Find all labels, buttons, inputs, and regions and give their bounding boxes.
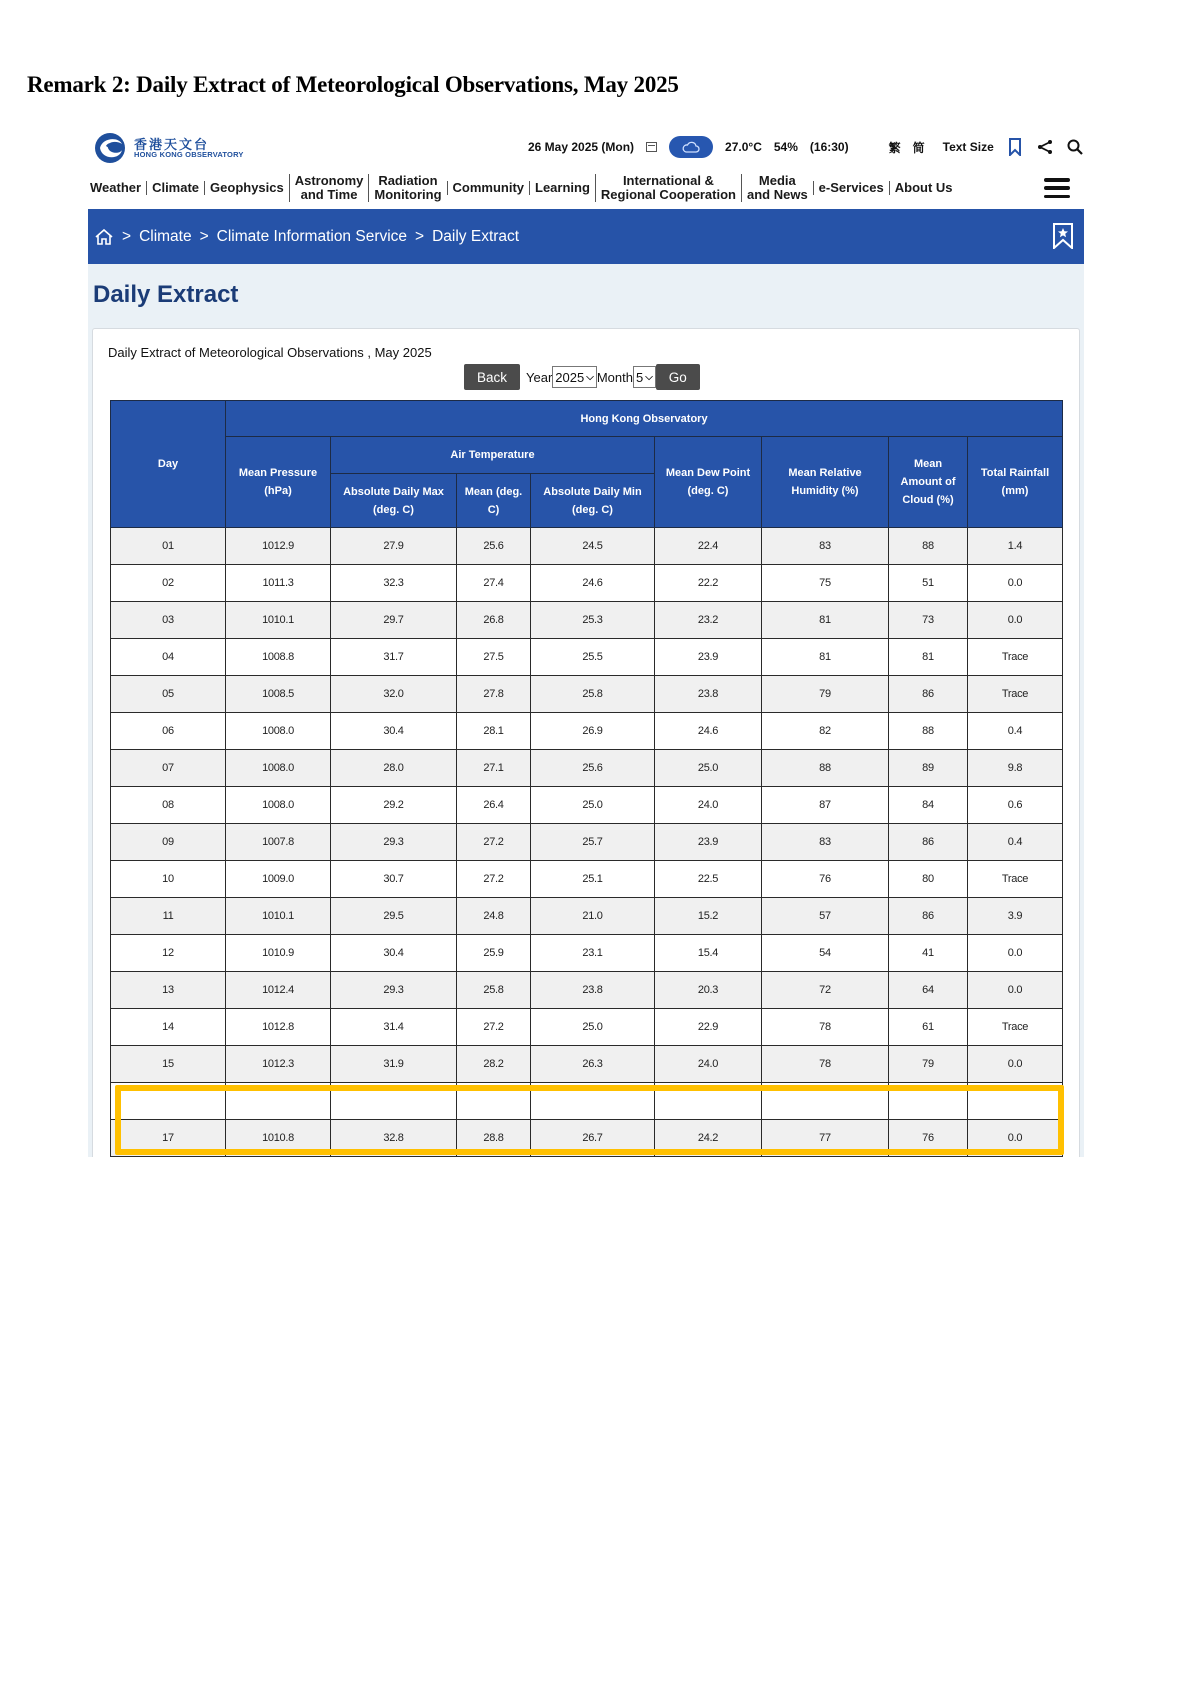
cell-humidity: 78 [762,1046,889,1083]
cell-mean-pressure: 1008.0 [226,713,331,750]
cell-rainfall: 9.8 [968,750,1063,787]
header-cloud: Mean Amount of Cloud (%) [889,437,968,528]
text-size-button[interactable]: Text Size [942,140,994,154]
cell-abs-min: 25.5 [531,639,655,676]
table-row [111,787,1063,824]
page-title: Daily Extract [93,281,239,308]
cell-dew-point: 22.9 [655,1009,762,1046]
cell-rainfall: 0.0 [968,1046,1063,1083]
cell-day: 01 [111,528,226,565]
table-row [111,750,1063,787]
cell-day: 07 [111,750,226,787]
cell-mean-pressure: 1012.3 [226,1046,331,1083]
cell-dew-point: 24.6 [655,713,762,750]
cell-mean-pressure: 1010.1 [226,898,331,935]
cell-mean-temp: 25.6 [457,528,531,565]
cell-abs-min: 25.1 [531,861,655,898]
cloud-icon [682,141,700,153]
cell-humidity: 54 [762,935,889,972]
cell-cloud: 61 [889,1009,968,1046]
cell-abs-max: 31.4 [331,1009,457,1046]
cell-cloud: 86 [889,824,968,861]
cell-humidity: 88 [762,750,889,787]
header-abs-max: Absolute Daily Max (deg. C) [331,474,457,528]
table-row [111,565,1063,602]
cell-humidity: 77 [762,1120,889,1157]
cell-mean-pressure: 1008.8 [226,639,331,676]
cell-humidity: 87 [762,787,889,824]
cell-abs-max: 29.2 [331,787,457,824]
cell-abs-max: 30.4 [331,935,457,972]
cell-mean-pressure: 1010.9 [226,935,331,972]
cell-abs-max [331,1157,457,1158]
month-select-value: 5 [635,369,644,385]
cell-dew-point: 23.2 [655,602,762,639]
cell-cloud [889,1083,968,1120]
table-row [111,1120,1063,1157]
cell-cloud: 88 [889,713,968,750]
cell-rainfall: 0.0 [968,602,1063,639]
hko-logo[interactable] [92,132,244,164]
cell-cloud [889,1157,968,1158]
hko-logo-icon [92,132,130,164]
table-body [111,528,1063,1158]
cell-rainfall: 0.0 [968,1120,1063,1157]
cell-abs-max [331,1083,457,1120]
cell-mean-temp: 28.8 [457,1120,531,1157]
cell-rainfall: Trace [968,676,1063,713]
home-icon[interactable] [94,227,114,247]
cell-mean-pressure: 1007.8 [226,824,331,861]
cell-day: 02 [111,565,226,602]
cell-abs-max: 32.0 [331,676,457,713]
cell-abs-max: 31.7 [331,639,457,676]
cell-abs-max: 28.0 [331,750,457,787]
observations-table [110,400,1063,1157]
cell-rainfall: 1.4 [968,528,1063,565]
bookmark-icon[interactable] [1006,138,1024,156]
cell-day: 15 [111,1046,226,1083]
nav-weather[interactable]: Weather [90,180,142,195]
cell-day: 06 [111,713,226,750]
cell-abs-max: 30.7 [331,861,457,898]
breadcrumb-daily-extract[interactable]: Daily Extract [432,227,520,245]
cell-rainfall: 0.4 [968,824,1063,861]
table-row [111,935,1063,972]
cell-mean-pressure: 1008.0 [226,787,331,824]
breadcrumb [88,209,1084,264]
cell-cloud: 79 [889,1046,968,1083]
cell-dew-point: 24.0 [655,787,762,824]
current-date: 26 May 2025 (Mon) [528,140,635,154]
breadcrumb-climate[interactable]: Climate [139,227,192,245]
cell-abs-min: 25.6 [531,750,655,787]
table-row [111,676,1063,713]
cell-abs-max: 29.3 [331,972,457,1009]
year-label: Year [526,369,553,385]
cell-dew-point: 20.3 [655,972,762,1009]
cell-abs-min [531,1157,655,1158]
add-favourite-icon[interactable] [1052,223,1074,249]
cell-mean-pressure: 1008.0 [226,750,331,787]
cell-mean-temp: 28.2 [457,1046,531,1083]
cell-humidity: 57 [762,898,889,935]
cell-mean-temp: 28.1 [457,713,531,750]
chevron-down-icon: ⌵ [645,371,653,383]
cell-cloud: 64 [889,972,968,1009]
table-row [111,1157,1063,1158]
header-rainfall: Total Rainfall (mm) [968,437,1063,528]
cell-dew-point: 24.2 [655,1120,762,1157]
header-humidity: Mean Relative Humidity (%) [762,437,889,528]
cell-mean-temp: 25.8 [457,972,531,1009]
cell-dew-point: 22.2 [655,565,762,602]
cell-abs-min: 26.3 [531,1046,655,1083]
table-row [111,1046,1063,1083]
cell-abs-min: 24.6 [531,565,655,602]
cell-mean-temp: 26.8 [457,602,531,639]
calendar-icon[interactable] [646,142,657,152]
table-row [111,528,1063,565]
cell-rainfall: 3.9 [968,898,1063,935]
cell-day: 03 [111,602,226,639]
cell-mean-pressure: 1009.0 [226,861,331,898]
table-row [111,861,1063,898]
cell-day: 04 [111,639,226,676]
cell-day [111,1083,226,1120]
breadcrumb-separator: > [415,227,425,245]
cell-day: 14 [111,1009,226,1046]
cell-mean-temp: 27.5 [457,639,531,676]
current-humidity: 54% [773,140,798,154]
header-air-temperature: Air Temperature [331,437,655,474]
lang-simplified-link[interactable]: 简 [912,140,925,155]
cell-rainfall: 0.4 [968,713,1063,750]
cell-day: 17 [111,1120,226,1157]
nav-learning[interactable]: Learning [529,181,595,195]
cell-rainfall: 0.0 [968,565,1063,602]
cell-cloud: 51 [889,565,968,602]
cell-mean-pressure: 1010.1 [226,602,331,639]
cell-dew-point [655,1157,762,1158]
cell-mean-temp [457,1083,531,1120]
go-button[interactable]: Go [656,364,700,390]
cell-mean-temp: 26.4 [457,787,531,824]
cell-mean-temp: 27.2 [457,861,531,898]
cell-abs-min: 26.9 [531,713,655,750]
cell-dew-point: 23.8 [655,676,762,713]
cell-humidity [762,1157,889,1158]
header-abs-min: Absolute Daily Min (deg. C) [531,474,655,528]
table-row [111,639,1063,676]
nav-astronomy[interactable]: Astronomy and Time [289,174,369,202]
cell-mean-pressure: 1012.9 [226,528,331,565]
cell-abs-min: 23.1 [531,935,655,972]
cell-humidity: 81 [762,639,889,676]
nav-eservices[interactable]: e-Services [813,181,889,195]
table-row [111,898,1063,935]
cell-mean-pressure: 1008.5 [226,676,331,713]
cell-dew-point: 15.4 [655,935,762,972]
share-icon[interactable] [1036,138,1054,156]
cell-mean-pressure [226,1083,331,1120]
table-row [111,1083,1063,1120]
cell-abs-min: 23.8 [531,972,655,1009]
cell-cloud: 84 [889,787,968,824]
nav-media[interactable]: Media and News [741,174,813,202]
table-row [111,972,1063,1009]
cell-rainfall: 0.0 [968,935,1063,972]
month-label: Month [596,369,633,385]
cell-mean-temp: 27.4 [457,565,531,602]
header-station: Hong Kong Observatory [226,401,1063,437]
cell-day: 10 [111,861,226,898]
cell-abs-min: 25.8 [531,676,655,713]
observation-time: (16:30) [809,140,849,154]
cell-dew-point: 25.0 [655,750,762,787]
cell-mean-temp: 24.8 [457,898,531,935]
nav-about-us[interactable]: About Us [889,181,958,195]
cell-cloud: 86 [889,898,968,935]
cell-abs-min: 25.0 [531,1009,655,1046]
cell-dew-point: 15.2 [655,898,762,935]
table-row [111,1009,1063,1046]
header-dew-point: Mean Dew Point (deg. C) [655,437,762,528]
cell-mean-pressure: 1010.8 [226,1120,331,1157]
cell-abs-min: 25.3 [531,602,655,639]
cell-abs-max: 32.3 [331,565,457,602]
cell-abs-max: 32.8 [331,1120,457,1157]
lang-traditional-link[interactable]: 繁 [888,140,901,155]
cell-rainfall: Trace [968,861,1063,898]
cell-mean-pressure: 1012.8 [226,1009,331,1046]
year-select-value: 2025 [555,369,585,385]
cell-abs-min [531,1083,655,1120]
cell-humidity: 81 [762,602,889,639]
cell-humidity: 78 [762,1009,889,1046]
search-icon[interactable] [1066,138,1084,156]
cell-humidity: 76 [762,861,889,898]
cell-humidity: 79 [762,676,889,713]
cell-dew-point: 23.9 [655,639,762,676]
cell-day: 05 [111,676,226,713]
table-row [111,824,1063,861]
nav-international[interactable]: International & Regional Cooperation [595,174,741,202]
cell-abs-min: 21.0 [531,898,655,935]
cell-mean-temp: 27.2 [457,1009,531,1046]
cell-humidity: 82 [762,713,889,750]
cell-abs-max: 31.9 [331,1046,457,1083]
cell-abs-min: 25.0 [531,787,655,824]
weather-icon-button[interactable] [669,136,713,158]
nav-geophysics[interactable]: Geophysics [204,181,289,195]
cell-cloud: 86 [889,676,968,713]
cell-dew-point: 22.4 [655,528,762,565]
cell-abs-min: 24.5 [531,528,655,565]
cell-day: 11 [111,898,226,935]
cell-dew-point [655,1083,762,1120]
cell-abs-max: 30.4 [331,713,457,750]
hamburger-menu-icon[interactable] [1044,178,1070,198]
cell-cloud: 88 [889,528,968,565]
cell-humidity: 83 [762,528,889,565]
utility-bar [528,136,1084,158]
cell-abs-max: 29.5 [331,898,457,935]
cell-mean-temp: 27.8 [457,676,531,713]
cell-humidity: 83 [762,824,889,861]
cell-humidity: 75 [762,565,889,602]
cell-day: 09 [111,824,226,861]
cell-cloud: 76 [889,1120,968,1157]
breadcrumb-climate-info-service[interactable]: Climate Information Service [216,227,408,245]
table-caption: Daily Extract of Meteorological Observations , May 2025 [108,345,432,360]
cell-rainfall: Trace [968,639,1063,676]
cell-dew-point: 23.9 [655,824,762,861]
nav-radiation[interactable]: Radiation Monitoring [368,174,446,202]
header-mean-temp: Mean (deg. C) [457,474,531,528]
cell-rainfall [968,1157,1063,1158]
cell-abs-min: 25.7 [531,824,655,861]
cell-humidity [762,1083,889,1120]
back-button[interactable]: Back [464,364,520,390]
cell-abs-max: 27.9 [331,528,457,565]
cell-mean-pressure [226,1157,331,1158]
cell-day: 08 [111,787,226,824]
cell-mean-temp: 27.2 [457,824,531,861]
table-row [111,602,1063,639]
month-select[interactable] [633,366,656,388]
cell-mean-temp: 27.1 [457,750,531,787]
cell-cloud: 81 [889,639,968,676]
cell-day [111,1157,226,1158]
cell-mean-temp [457,1157,531,1158]
cell-day: 13 [111,972,226,1009]
header-day: Day [111,401,226,528]
cell-day: 12 [111,935,226,972]
cell-cloud: 80 [889,861,968,898]
year-select[interactable] [552,366,597,388]
logo-english-text: HONG KONG OBSERVATORY [134,149,244,159]
current-temperature: 27.0°C [725,140,762,154]
chevron-down-icon: ⌵ [586,371,594,383]
cell-rainfall: 0.6 [968,787,1063,824]
cell-abs-max: 29.3 [331,824,457,861]
browser-screenshot [88,126,1084,1157]
breadcrumb-separator: > [122,227,132,245]
nav-climate[interactable]: Climate [146,181,204,195]
cell-rainfall: Trace [968,1009,1063,1046]
nav-community[interactable]: Community [447,181,530,195]
date-selector [464,364,700,390]
cell-cloud: 89 [889,750,968,787]
cell-cloud: 73 [889,602,968,639]
cell-dew-point: 24.0 [655,1046,762,1083]
breadcrumb-separator: > [199,227,209,245]
cell-abs-min: 26.7 [531,1120,655,1157]
logo-chinese-text: 香港天文台 [134,136,210,152]
cell-abs-max: 29.7 [331,602,457,639]
cell-mean-pressure: 1011.3 [226,565,331,602]
cell-mean-pressure: 1012.4 [226,972,331,1009]
cell-rainfall: 0.0 [968,972,1063,1009]
cell-rainfall [968,1083,1063,1120]
cell-cloud: 41 [889,935,968,972]
cell-mean-temp: 25.9 [457,935,531,972]
cell-humidity: 72 [762,972,889,1009]
header-mean-pressure: Mean Pressure (hPa) [226,437,331,528]
table-row [111,713,1063,750]
document-title: Remark 2: Daily Extract of Meteorological Observations, May 2025 [27,72,679,97]
main-nav [88,170,958,206]
cell-dew-point: 22.5 [655,861,762,898]
